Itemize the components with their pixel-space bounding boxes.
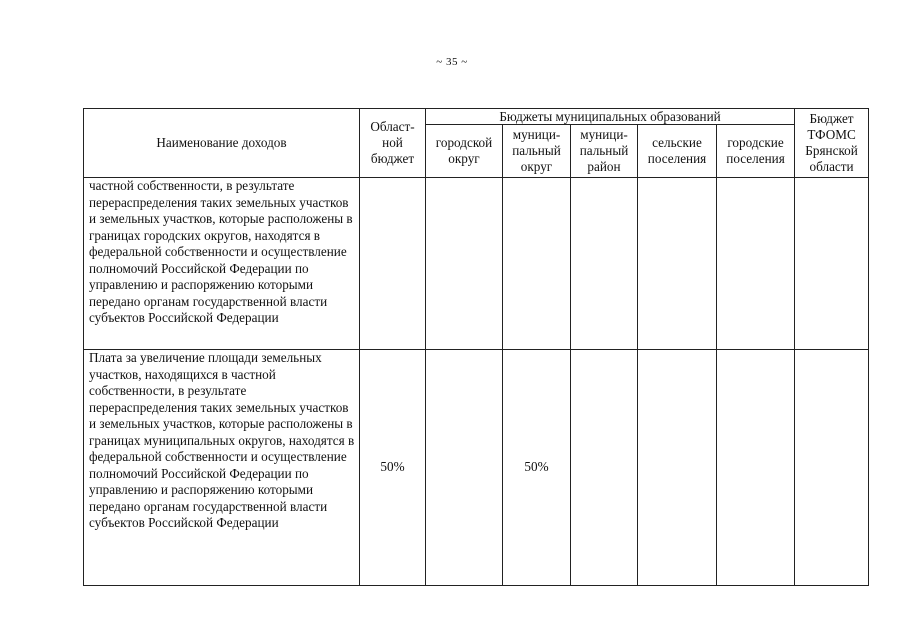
header-city-district [426,125,503,178]
row-urban-value [717,178,795,350]
row-city-district-value [426,178,503,350]
row-tfoms-value [795,350,869,586]
header-city-district-text: городской округ [435,135,493,166]
header-municipal-budgets: Бюджеты муниципальных образований [426,109,795,125]
row-municipal-district-value: 50% [503,350,571,586]
table-row [84,178,869,350]
header-regional-budget-text: Област-ной бюджет [370,119,415,166]
row-regional-value: 50% [360,350,426,586]
header-urban-settlements-text: городские поселения [726,135,785,166]
header-revenue-name: Наименование доходов [84,109,360,178]
row-revenue-name: частной собственности, в результате перераспределения таких земельных участков и земельных участков, которые расположены в границах городских округов, находятся в федеральной собственности и осуществление полномочий Российской Федерации по управлению и распоряжению которыми передано органам государственной власти субъектов Российской Федерации [84,178,360,350]
row-municipal-district-value [503,178,571,350]
row-urban-value [717,350,795,586]
row-revenue-name: Плата за увеличение площади земельных участков, находящихся в частной собственности, в результате перераспределения таких земельных участков и земельных участков, которые расположены в границах муниципальных округов, находятся в федеральной собственности и осуществление полномочий Российской Федерации по управлению и распоряжению которыми передано органам государственной власти субъектов Российской Федерации [84,350,360,586]
header-rural-settlements [638,125,717,178]
header-municipal-district-text: муници-пальный округ [512,127,561,174]
page-number: ~ 35 ~ [436,56,468,68]
row-rural-value [638,350,717,586]
row-municipal-area-value [571,350,638,586]
row-tfoms-value [795,178,869,350]
header-row-top [84,109,869,125]
row-rural-value [638,178,717,350]
header-municipal-area-text: муници-пальный район [579,127,629,174]
row-city-district-value [426,350,503,586]
header-tfoms-budget [795,109,869,178]
header-municipal-district [503,125,571,178]
header-rural-settlements-text: сельские поселения [647,135,707,166]
header-urban-settlements [717,125,795,178]
header-regional-budget [360,109,426,178]
table-row [84,350,869,586]
header-municipal-area [571,125,638,178]
revenue-distribution-table [83,108,869,586]
header-tfoms-budget-text: Бюджет ТФОМС Брянской области [805,111,858,174]
row-municipal-area-value [571,178,638,350]
row-regional-value [360,178,426,350]
